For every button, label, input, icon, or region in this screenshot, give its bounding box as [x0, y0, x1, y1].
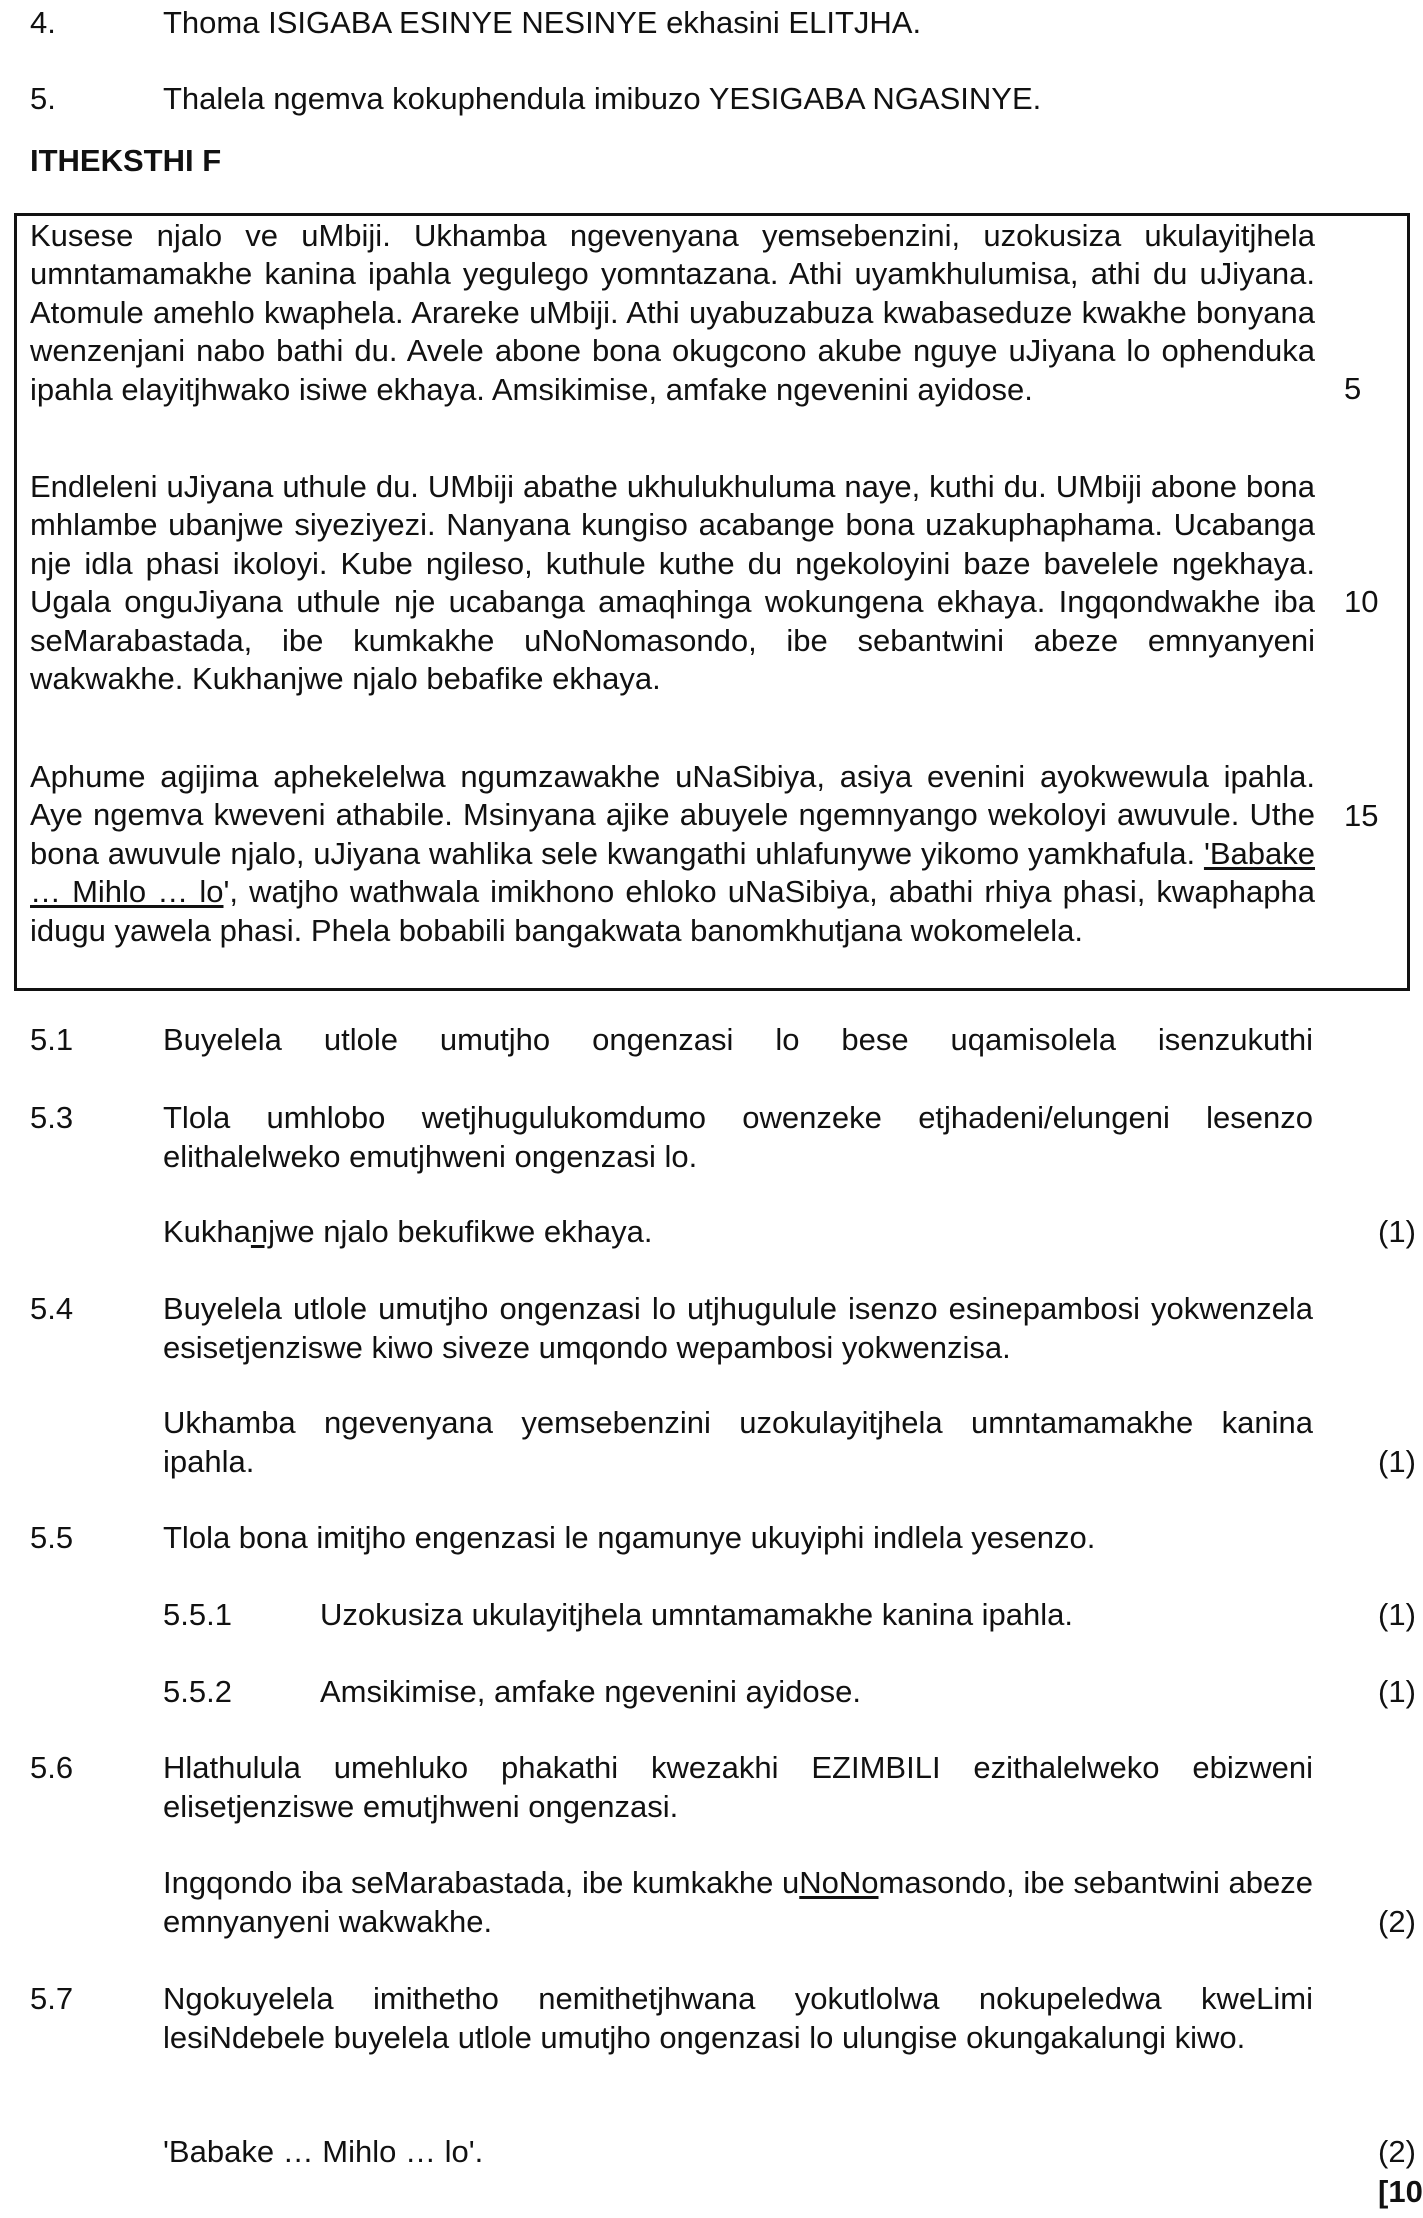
question-text: Ngokuyelela imithetho nemithetjhwana yokutlolwa nokupeledwa kweLimi lesiNdebele buyelela utlole umutjho ongenzasi lo ulungise okungakalungi kiwo. [163, 1981, 1313, 2055]
mark-allocation: (1) [1378, 1597, 1416, 1632]
instruction-text: Thoma ISIGABA ESINYE NESINYE ekhasini ELITJHA. [163, 5, 922, 40]
instruction-text: Thalela ngemva kokuphendula imibuzo YESIGABA NGASINYE. [163, 81, 1042, 116]
section-total: [10 [1378, 2174, 1423, 2209]
question-text: Hlathulula umehluko phakathi kwezakhi EZIMBILI ezithalelweko ebizweni elisetjenziswe emutjhweni ongenzasi. [163, 1750, 1313, 1824]
question-number: 5.5 [30, 1520, 74, 1555]
question-text: Buyelela utlole umutjho ongenzasi lo bese uqamisolela isenzukuthi [163, 1022, 1313, 1057]
passage-paragraph-2: Endleleni uJiyana uthule du. UMbiji abathe ukhulukhuluma naye, kuthi du. UMbiji abone bona mhlambe ubanjwe siyeziyezi. Nanyana kungiso acabange bona uzakuphaphama. Ucabanga nje idla phasi ikoloyi. Kube ngileso, kuthule kuthe du ngekoloyini baze bavelele ngekhaya. Ugala onguJiyana uthule nje ucabanga amaqhinga wokungena ekhaya. Ingqondwakhe iba seMarabastada, ibe kumkakhe uNoNomasondo, ibe sebantwini abeze emnyanyeni wakwakhe. Kukhanjwe njalo bebafike ekhaya. [30, 469, 1315, 697]
sub-question-number: 5.5.1 [163, 1597, 232, 1632]
question-number: 5.4 [30, 1291, 74, 1326]
sub-question-text: Uzokusiza ukulayitjhela umntamamakhe kanina ipahla. [320, 1597, 1074, 1632]
line-number: 5 [1344, 371, 1362, 406]
question-number: 5.3 [30, 1100, 74, 1135]
question-text: Buyelela utlole umutjho ongenzasi lo utjhugulule isenzo esinepambosi yokwenzela esisetjenziswe kiwo siveze umqondo wepambosi yokwenzisa. [163, 1291, 1313, 1365]
passage-paragraph-1: Kusese njalo ve uMbiji. Ukhamba ngevenyana yemsebenzini, uzokusiza ukulayitjhela umntamamakhe kanina ipahla yegulego yomntazana. Athi uyamkhulumisa, athi du uJiyana. Atomule amehlo kwaphela. Arareke uMbiji. Athi uyabuzabuza kwabaseduze kwakhe bonyana wenzenjani nabo bathi du. Avele abone bona okugcono akube nguye uJiyana lo ophenduka ipahla elayitjhwako isiwe ekhaya. Amsikimise, amfake ngevenini ayidose. [30, 218, 1315, 407]
line-number: 15 [1344, 798, 1379, 833]
question-text: Tlola bona imitjho engenzasi le ngamunye ukuyiphi indlela yesenzo. [163, 1520, 1096, 1555]
instruction-number: 4. [30, 5, 56, 40]
text-title: ITHEKSTHI F [30, 143, 222, 178]
example-sentence: 'Babake … Mihlo … lo'. [163, 2134, 484, 2169]
mark-allocation: (1) [1378, 1674, 1416, 1709]
passage-paragraph-3: Aphume agijima aphekelelwa ngumzawakhe uNaSibiya, asiya evenini ayokwewula ipahla. Aye ngemva kweveni athabile. Msinyana ajike abuyele ngemnyango wekoloyi awuvule. Uthe bona awuvule njalo, uJiyana wahlika sele kwangathi uhlafunywe yikomo yamkhafula. 'Babake … Mihlo … lo', watjho wathwala imikhono ehloko uNaSibiya, abathi rhiya phasi, kwaphapha idugu yawela phasi. Phela bobabili bangakwata banomkhutjana wokomelela. [30, 759, 1316, 948]
example-sentence: Kukhanjwe njalo bekufikwe ekhaya. [163, 1214, 653, 1249]
instruction-number: 5. [30, 81, 56, 116]
mark-allocation: (1) [1378, 1444, 1416, 1479]
underlined-quote: 'Babake … Mihlo … lo [30, 835, 1315, 910]
mark-allocation: (2) [1378, 1904, 1416, 1939]
mark-allocation: (1) [1378, 1214, 1416, 1249]
example-sentence: Ukhamba ngevenyana yemsebenzini uzokulayitjhela umntamamakhe kanina ipahla. [163, 1405, 1313, 1479]
question-number: 5.7 [30, 1981, 74, 2016]
question-number: 5.6 [30, 1750, 74, 1785]
sub-question-number: 5.5.2 [163, 1674, 232, 1709]
example-sentence: Ingqondo iba seMarabastada, ibe kumkakhe uNoNomasondo, ibe sebantwini abeze emnyanyeni wakwakhe. [163, 1865, 1313, 1939]
sub-question-text: Amsikimise, amfake ngevenini ayidose. [320, 1674, 862, 1709]
line-number: 10 [1344, 584, 1379, 619]
mark-allocation: (2) [1378, 2134, 1416, 2169]
question-text: Tlola umhlobo wetjhugulukomdumo owenzeke etjhadeni/elungeni lesenzo elithalelweko emutjhweni ongenzasi lo. [163, 1100, 1313, 1174]
question-number: 5.1 [30, 1022, 74, 1057]
cut-off-question-row [0, 1017, 1414, 1057]
